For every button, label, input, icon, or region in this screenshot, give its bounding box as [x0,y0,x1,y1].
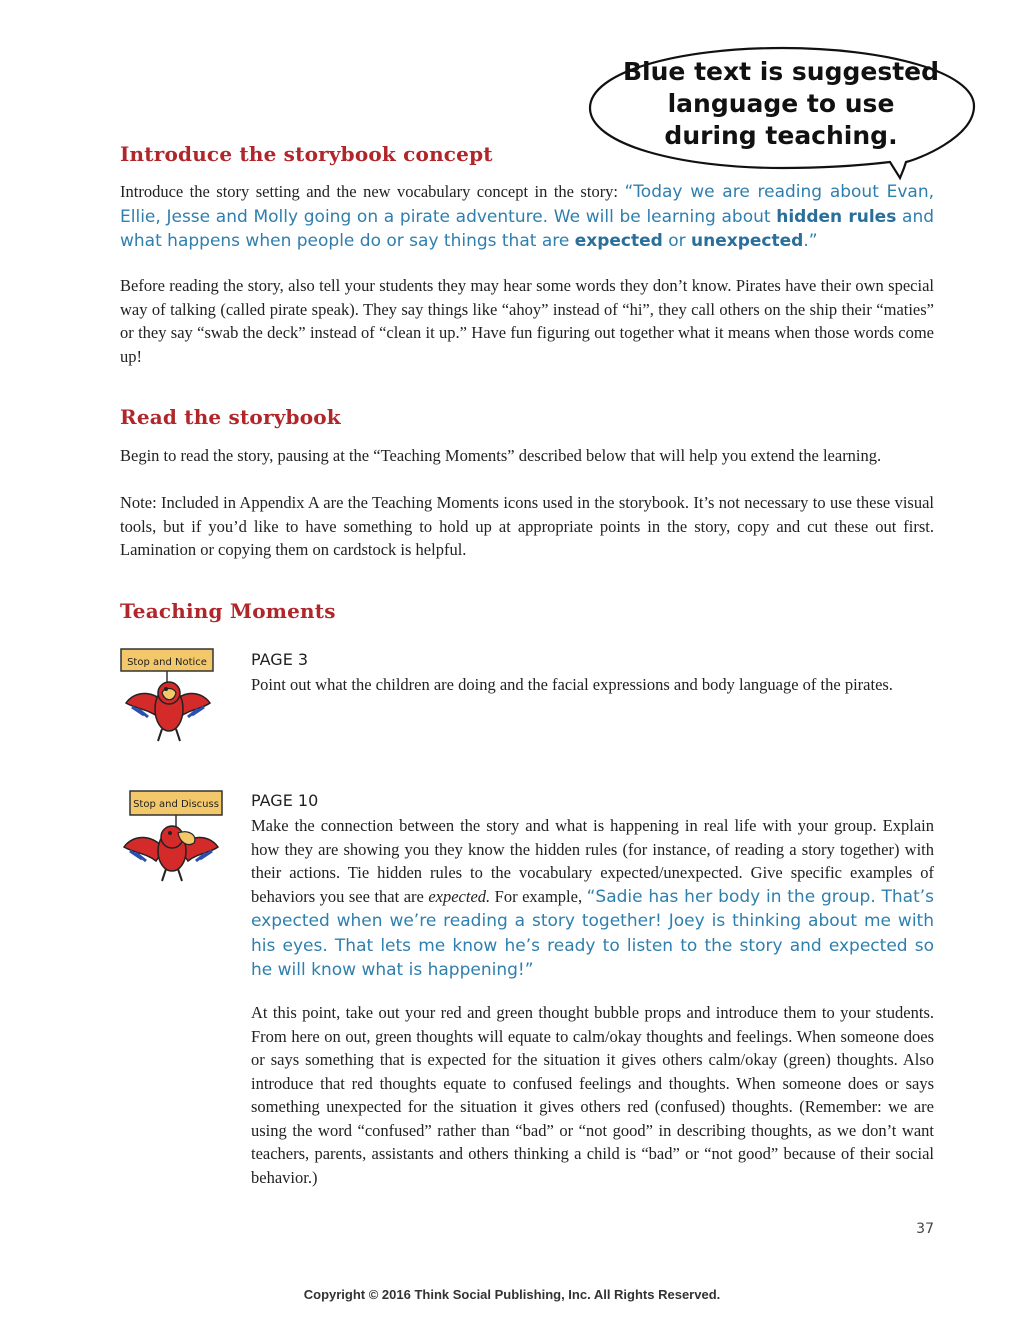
sign-label: Stop and Discuss [133,799,219,810]
moment-text: Make the connection between the story and what is happening in real life with your group. Explain how they are showing you they know the hidden rules (for instance, of reading a story together) with their actions. Tie hidden rules to the vocabulary expected/unexpected. Give specific examples of behaviors you see that are expected. For example, “Sadie has her body in the group. That’s expected when we’re reading a story together! Joey is thinking about me with his eyes. That lets me know he’s ready to listen to the story and expected so he will know what is happening!” [251,816,934,980]
section-heading-read: Read the storybook [120,405,341,429]
stop-and-discuss-icon [118,789,228,894]
section-heading-introduce: Introduce the storybook concept [120,142,493,166]
page-number: 37 [916,1221,934,1237]
pirate-speak-paragraph: Before reading the story, also tell your students they may hear some words they don’t know. Pirates have their own special way of talking (called pirate speak). They say things like “ahoy” instead of “hi”, they call others on the ship their “maties” or they say “swab the deck” instead of “clean it up.” Have fun figuring out together what it means when those words come up! [120,276,934,366]
callout-text: Blue text is suggested language to use during teaching. [622,57,940,150]
suggested-language-quote: “Sadie has her body in the group. That’s expected when we’re reading a story together! Joey is thinking about me with his eyes. That lets me know he’s ready to listen to the story and expected so he will know what is happening!” [251,886,934,980]
thought-bubble-paragraph: At this point, take out your red and green thought bubble props and introduce them to your students. From here on out, green thoughts will equate to calm/okay thoughts and feelings. When someone does or says something that is expected for the situation it gives others calm/okay (green) thoughts. Also introduce that red thoughts equate to confused feelings and thoughts. When someone does or says something unexpected for the situation it gives others red (confused) thoughts. (Remember: we are using the word “confused” rather than “bad” or “not good” in describing thoughts, as we don’t want teachers, parents, assistants and others thinking a child is “bad” or “not good” because of their social behavior.) [251,1003,934,1187]
sign-label: Stop and Notice [127,657,207,668]
appendix-note-paragraph: Note: Included in Appendix A are the Teaching Moments icons used in the storybook. It’s not necessary to use these visual tools, but if you’d like to have something to hold up at appropriate points in the story, copy and cut these out first. Lamination or copying them on cardstock is helpful. [120,493,934,559]
moment-text: Point out what the children are doing and the facial expressions and body language of the pirates. [251,675,893,694]
stop-and-notice-icon [118,647,228,752]
vocab-hidden-rules: hidden rules [776,206,897,227]
moment-page-label: PAGE 3 [251,650,309,669]
vocab-unexpected: unexpected [691,231,804,251]
intro-paragraph [120,180,934,254]
moment-page-label: PAGE 10 [251,791,319,810]
intro-text: Introduce the story setting and the new vocabulary concept in the story: [120,182,625,201]
copyright: Copyright © 2016 Think Social Publishing, Inc. All Rights Reserved. [303,1287,721,1302]
suggested-language-quote: “Today we are reading about Evan, Ellie, Jesse and Molly going on a pirate adventure. We will be learning about hidden rules and what happens when people do or say things that are expected or unexpected.” [120,182,935,251]
section-heading-teaching-moments: Teaching Moments [120,599,336,623]
read-paragraph: Begin to read the story, pausing at the “Teaching Moments” described below that will help you extend the learning. [120,446,882,465]
vocab-expected: expected [574,231,663,251]
